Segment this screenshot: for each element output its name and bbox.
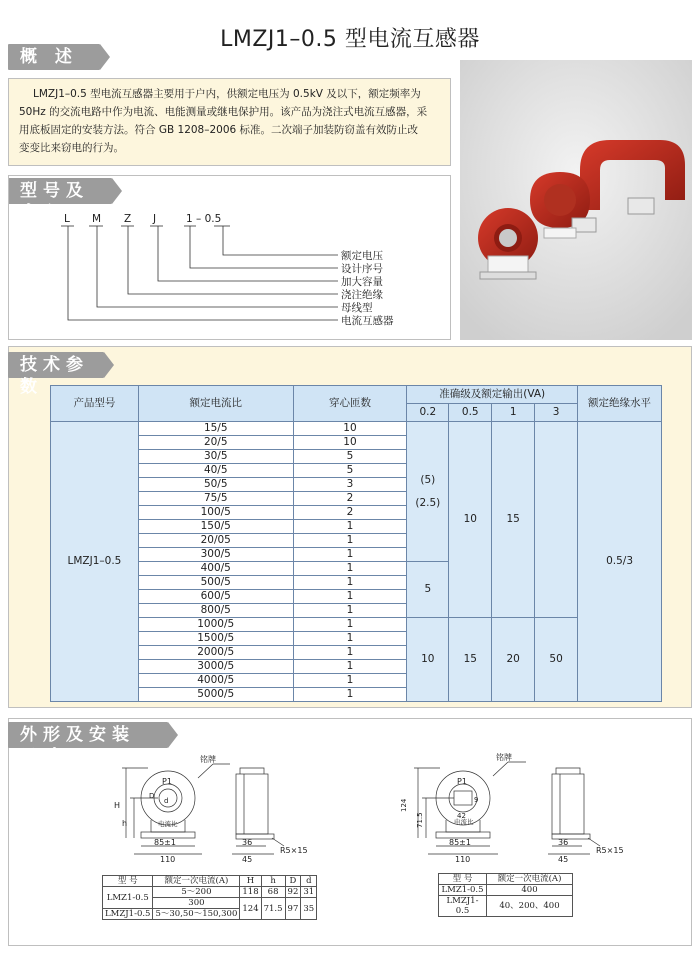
w85-label: 85±1	[154, 838, 176, 847]
turns-cell: 1	[293, 534, 407, 548]
overview-line: 50Hz 的交流电路中作为电流、电能测量或继电保护用。该产品为浇注式电流互感器，采	[19, 106, 428, 118]
overview-line: LMZJ1–0.5 型电流互感器主要用于户内，供额定电压为 0.5kV 及以下，额定频率为	[33, 88, 421, 100]
dim-cell: 92	[285, 887, 301, 898]
ratio-cell: 300/5	[138, 548, 293, 562]
group3-class02: 10	[407, 618, 449, 702]
turns-cell: 1	[293, 520, 407, 534]
dim-cell: 5～30,50～150,300	[153, 909, 240, 920]
ratio-cell: 15/5	[138, 422, 293, 436]
dim-cell: 124	[240, 898, 261, 920]
r-label: R5×15	[596, 846, 624, 855]
turns-cell: 5	[293, 450, 407, 464]
header-accuracy: 准确级及额定输出(VA)	[407, 386, 578, 404]
dim-cell: LMZJ1-0.5	[439, 896, 487, 917]
dim-cell: 5～200	[153, 887, 240, 898]
group1-class1: 15	[492, 422, 535, 618]
ratio-cell: 400/5	[138, 562, 293, 576]
group3-class05: 15	[449, 618, 492, 702]
turns-cell: 5	[293, 464, 407, 478]
group1-class3	[535, 422, 578, 618]
turns-cell: 1	[293, 590, 407, 604]
ratio-cell: 20/05	[138, 534, 293, 548]
section-tab-tech: 技术参数	[8, 352, 104, 378]
header-turns: 穿心匝数	[293, 386, 407, 422]
meaning-label: 额定电压	[341, 250, 383, 262]
turns-cell: 2	[293, 506, 407, 520]
nameplate-label: 铭牌	[200, 755, 216, 764]
dim-cell: 400	[487, 885, 573, 896]
nameplate-label: 铭牌	[496, 753, 512, 762]
section-tab-model: 型号及含义	[8, 178, 112, 204]
dim-header: d	[301, 876, 317, 887]
dim-cell: 118	[240, 887, 261, 898]
turns-cell: 1	[293, 604, 407, 618]
meaning-label: 加大容量	[341, 276, 383, 288]
group3-class3: 50	[535, 618, 578, 702]
w110-label: 110	[160, 855, 176, 864]
turns-cell: 1	[293, 646, 407, 660]
dim-cell: 35	[301, 898, 317, 920]
w85-label: 85±1	[449, 838, 471, 847]
dim124-label: 124	[400, 798, 408, 812]
code-letter: J	[153, 213, 157, 225]
ratio-cell: 40/5	[138, 464, 293, 478]
section-tab-dims: 外形及安装尺寸	[8, 722, 168, 748]
dim-cell: 31	[301, 887, 317, 898]
turns-cell: 1	[293, 660, 407, 674]
header-ratio: 额定电流比	[138, 386, 293, 422]
header-model: 产品型号	[51, 386, 139, 422]
ratio-cell: 150/5	[138, 520, 293, 534]
meaning-label: 浇注绝缘	[341, 289, 383, 301]
d9-label: 9	[474, 796, 479, 804]
turns-cell: 1	[293, 688, 407, 702]
w36-label: 36	[242, 838, 253, 847]
turns-cell: 1	[293, 562, 407, 576]
dim-cell: 68	[261, 887, 285, 898]
model-code-diagram	[8, 178, 451, 340]
ratio-cell: 1000/5	[138, 618, 293, 632]
dim-cell: 300	[153, 898, 240, 909]
ratio-cell: 30/5	[138, 450, 293, 464]
spec-table	[50, 385, 662, 702]
H-label: H	[114, 801, 121, 810]
h-label: h	[122, 819, 128, 828]
header-class: 3	[535, 404, 578, 422]
meaning-label: 电流互感器	[341, 315, 394, 327]
header-class: 0.5	[449, 404, 492, 422]
w110-label: 110	[455, 855, 471, 864]
dim-cell: LMZ1-0.5	[103, 887, 153, 909]
ratio-cell: 1500/5	[138, 632, 293, 646]
turns-cell: 2	[293, 492, 407, 506]
turns-cell: 1	[293, 632, 407, 646]
overview-line: 用底板固定的安装方法。符合 GB 1208–2006 标准。二次端子加装防窃盖有效防止改	[19, 124, 419, 136]
meaning-label: 母线型	[341, 302, 373, 314]
code-letter: M	[92, 213, 102, 225]
header-class: 1	[492, 404, 535, 422]
group2-class02: 5	[407, 562, 449, 618]
ratio-cell: 3000/5	[138, 660, 293, 674]
turns-cell: 1	[293, 548, 407, 562]
ratio-cell: 600/5	[138, 590, 293, 604]
product-photo	[460, 60, 692, 340]
ratio-cell: 5000/5	[138, 688, 293, 702]
header-insulation: 额定绝缘水平	[578, 386, 662, 422]
D-label: D	[149, 792, 155, 800]
dim-header: h	[261, 876, 285, 887]
ratio-cell: 800/5	[138, 604, 293, 618]
ratio-cell: 2000/5	[138, 646, 293, 660]
code-letter: 1 – 0.5	[186, 213, 222, 225]
ratio-cell: 500/5	[138, 576, 293, 590]
code-letter: Z	[124, 213, 132, 225]
dim-cell: LMZJ1-0.5	[103, 909, 153, 920]
overview-line: 变变比来窃电的行为。	[19, 142, 124, 154]
section-tab-overview: 概 述	[8, 44, 100, 70]
insulation-cell: 0.5/3	[578, 422, 662, 702]
ratio-label: 电流比	[454, 818, 474, 826]
group1-class05: 10	[449, 422, 492, 618]
dim-cell: 40、200、400	[487, 896, 573, 917]
dim-cell: LMZ1-0.5	[439, 885, 487, 896]
meaning-label: 设计序号	[341, 263, 383, 275]
r-label: R5×15	[280, 846, 308, 855]
ratio-cell: 75/5	[138, 492, 293, 506]
turns-cell: 3	[293, 478, 407, 492]
turns-cell: 1	[293, 674, 407, 688]
turns-cell: 10	[293, 436, 407, 450]
d42-label: 42	[457, 812, 466, 820]
d-label: d	[164, 797, 169, 805]
code-letter: L	[64, 213, 70, 225]
dim-cell: 97	[285, 898, 301, 920]
dim-header: H	[240, 876, 261, 887]
p1-label: P1	[162, 777, 172, 786]
turns-cell: 1	[293, 576, 407, 590]
p1-label: P1	[457, 777, 467, 786]
dim-table-left	[102, 875, 317, 920]
header-class: 0.2	[407, 404, 449, 422]
turns-cell: 1	[293, 618, 407, 632]
dim-header: D	[285, 876, 301, 887]
ratio-cell: 50/5	[138, 478, 293, 492]
turns-cell: 10	[293, 422, 407, 436]
ratio-cell: 20/5	[138, 436, 293, 450]
dim-header: 型 号	[439, 874, 487, 885]
model-cell: LMZJ1–0.5	[51, 422, 139, 702]
group1-class02: (5) (2.5)	[407, 422, 449, 562]
dim-header: 额定一次电流(A)	[487, 874, 573, 885]
page-title: LMZJ1–0.5 型电流互感器	[220, 27, 480, 52]
w45-label: 45	[558, 855, 569, 864]
w45-label: 45	[242, 855, 253, 864]
dim71-label: 71.5	[416, 812, 424, 828]
ratio-cell: 4000/5	[138, 674, 293, 688]
dim-table-right	[438, 873, 573, 917]
transformer-photo-illustration	[460, 60, 692, 340]
w36-label: 36	[558, 838, 569, 847]
ratio-label: 电流比	[158, 820, 178, 828]
group3-class1: 20	[492, 618, 535, 702]
dim-header: 额定一次电流(A)	[153, 876, 240, 887]
ratio-cell: 100/5	[138, 506, 293, 520]
dim-header: 型 号	[103, 876, 153, 887]
overview-box	[8, 78, 451, 166]
dim-cell: 71.5	[261, 898, 285, 920]
